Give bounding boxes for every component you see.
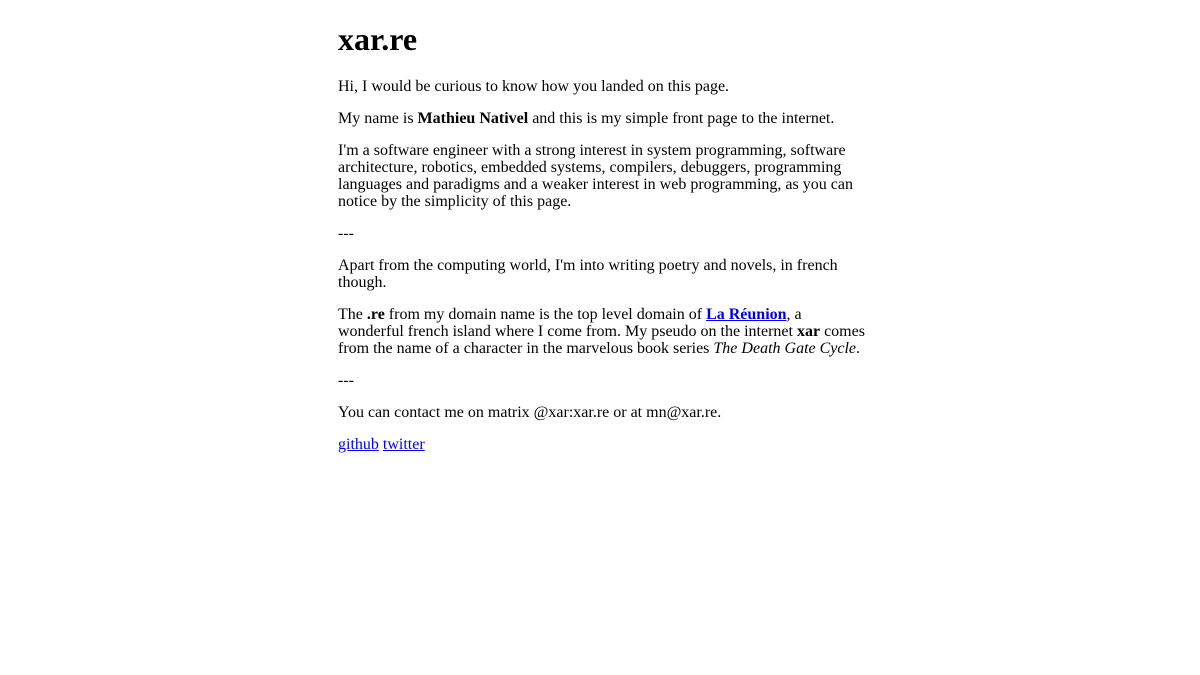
book-title: The Death Gate Cycle bbox=[713, 340, 857, 357]
la-reunion-link[interactable] bbox=[706, 306, 786, 323]
name-paragraph bbox=[338, 110, 866, 127]
contact-paragraph: You can contact me on matrix @xar:xar.re or at mn@xar.re. bbox=[338, 404, 722, 421]
separator-1: --- bbox=[338, 225, 354, 242]
page-title: xar.re bbox=[338, 21, 418, 57]
hobbies-paragraph: Apart from the computing world, I'm into writing poetry and novels, in french though. bbox=[338, 257, 838, 291]
name-suffix: and this is my simple front page to the internet. bbox=[528, 110, 835, 127]
twitter-link[interactable]: twitter bbox=[382, 436, 425, 453]
intro-paragraph: Hi, I would be curious to know how you landed on this page. bbox=[338, 78, 730, 95]
name-prefix: My name is bbox=[338, 110, 418, 127]
la-reunion-link-label: La Réunion bbox=[706, 306, 787, 323]
tld-text: .re bbox=[366, 306, 385, 323]
domain-text-3: , a wonderful french island where I come from. My pseudo on the internet bbox=[338, 306, 802, 340]
domain-text-1: The bbox=[338, 306, 367, 323]
domain-text-5: . bbox=[856, 340, 861, 357]
domain-text-2: from my domain name is the top level domain of bbox=[384, 306, 707, 323]
separator-2: --- bbox=[338, 372, 354, 389]
domain-paragraph bbox=[338, 306, 866, 357]
github-link[interactable]: github bbox=[338, 436, 379, 453]
about-paragraph: I'm a software engineer with a strong interest in system programming, software architecture, robotics, embedded systems, compilers, debuggers, programming languages and paradigms and a weaker interest in web programming, as you can notice by the simplicity of this page. bbox=[338, 142, 853, 210]
pseudo-text: xar bbox=[796, 323, 821, 340]
domain-text-4: comes from the name of a character in the marvelous book series bbox=[338, 323, 865, 357]
page-content bbox=[338, 0, 866, 453]
social-links bbox=[338, 436, 866, 453]
author-name: Mathieu Nativel bbox=[417, 110, 529, 127]
